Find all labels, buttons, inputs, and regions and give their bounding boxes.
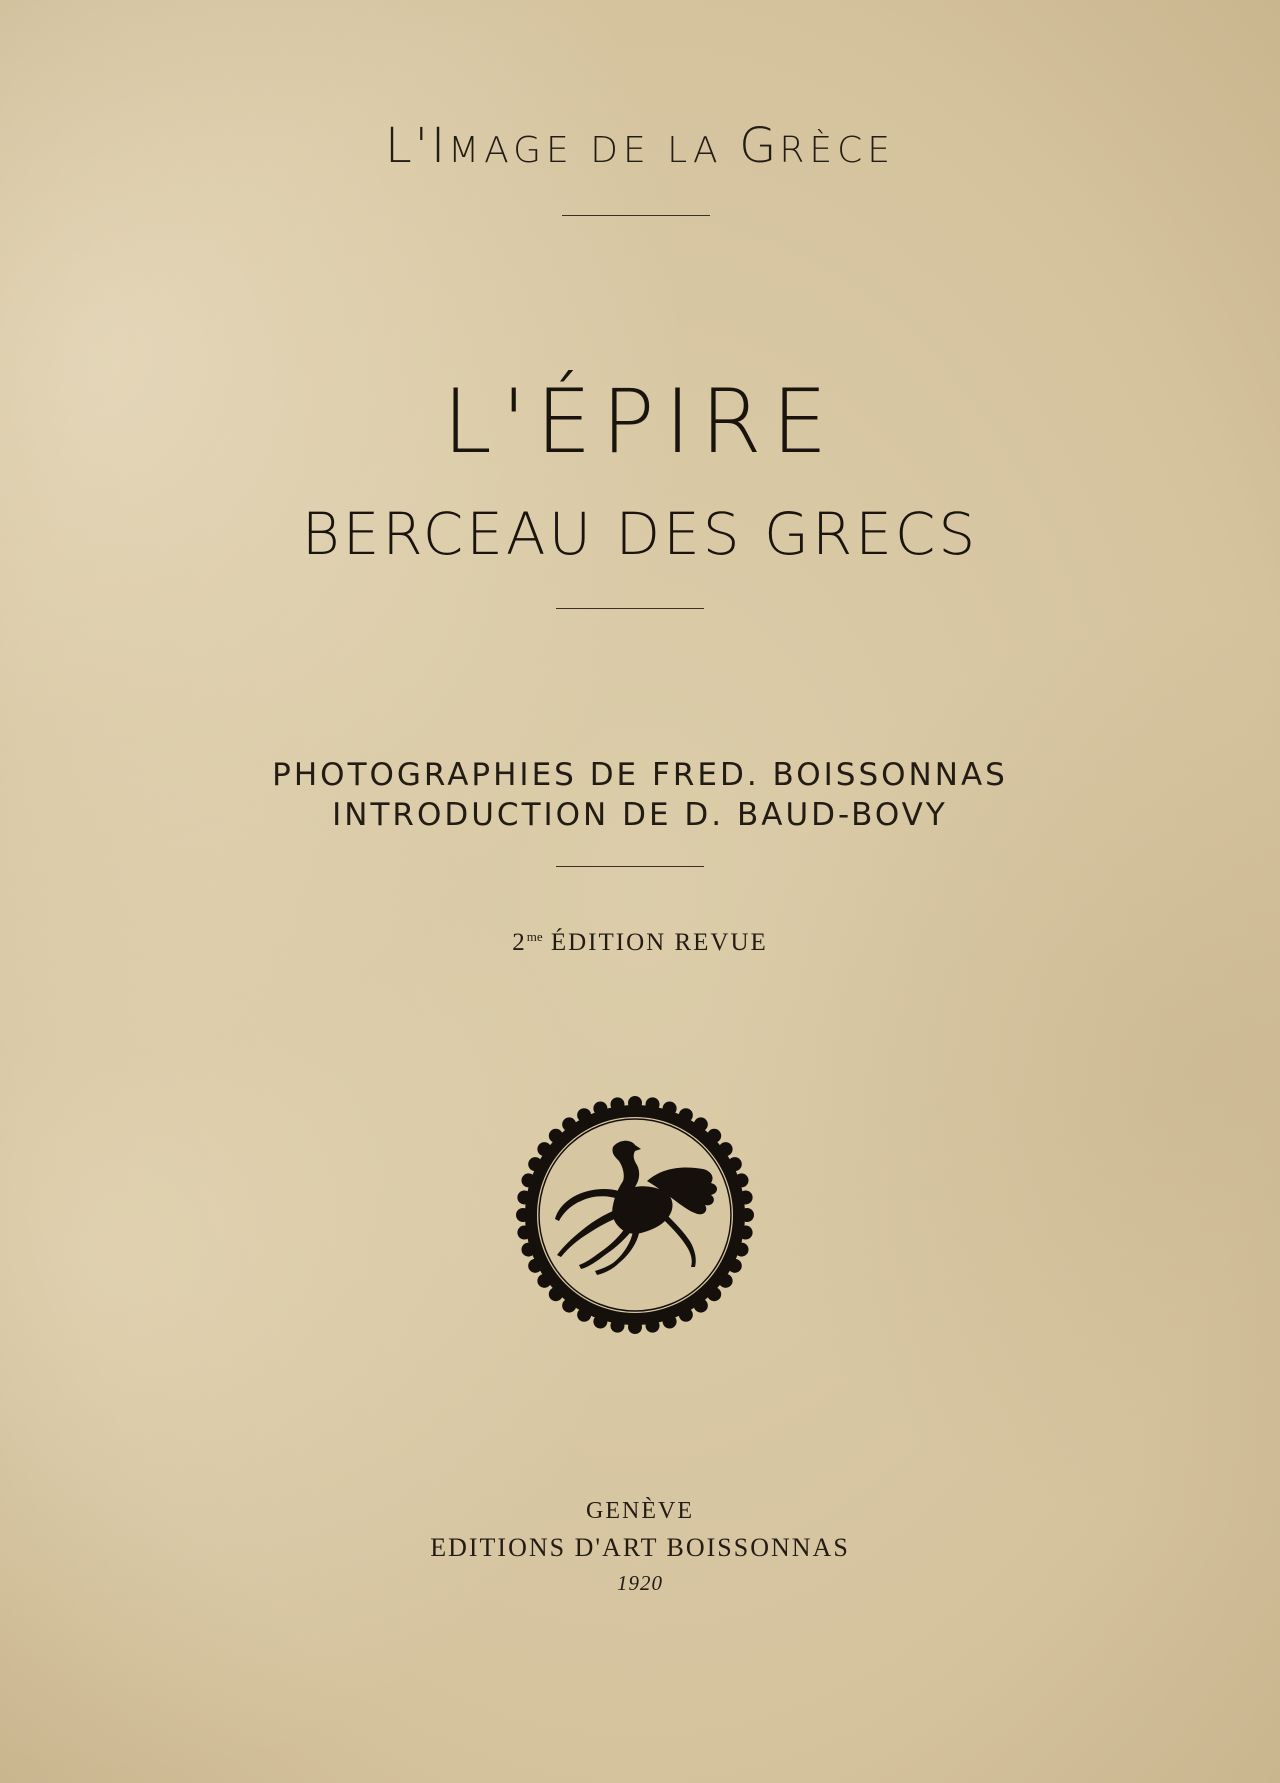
book-title: L'ÉPIRE xyxy=(442,370,838,473)
edition-number: 2 xyxy=(512,929,527,956)
introduction-credit: INTRODUCTION DE D. BAUD-BOVY xyxy=(332,797,948,833)
winged-horse-emblem-icon xyxy=(515,1095,755,1335)
edition-text: ÉDITION REVUE xyxy=(542,929,768,956)
imprint-publisher: EDITIONS D'ART BOISSONNAS xyxy=(430,1533,850,1562)
divider-rule-3 xyxy=(556,866,704,867)
photographs-credit: PHOTOGRAPHIES DE FRED. BOISSONNAS xyxy=(272,757,1008,793)
imprint-year: 1920 xyxy=(617,1571,663,1595)
imprint-city: GENÈVE xyxy=(586,1498,694,1524)
series-title xyxy=(0,118,1280,174)
series-title-small-caps: MAGE DE LA xyxy=(448,130,740,171)
series-title-prefix: L'I xyxy=(385,118,449,174)
book-subtitle: BERCEAU DES GRECS xyxy=(301,500,979,568)
series-title-end: RÈCE xyxy=(779,130,895,171)
edition-statement xyxy=(0,929,1280,957)
series-title-capital: G xyxy=(739,118,780,174)
edition-suffix: me xyxy=(526,929,543,944)
divider-rule-1 xyxy=(562,215,710,216)
divider-rule-2 xyxy=(556,608,704,609)
